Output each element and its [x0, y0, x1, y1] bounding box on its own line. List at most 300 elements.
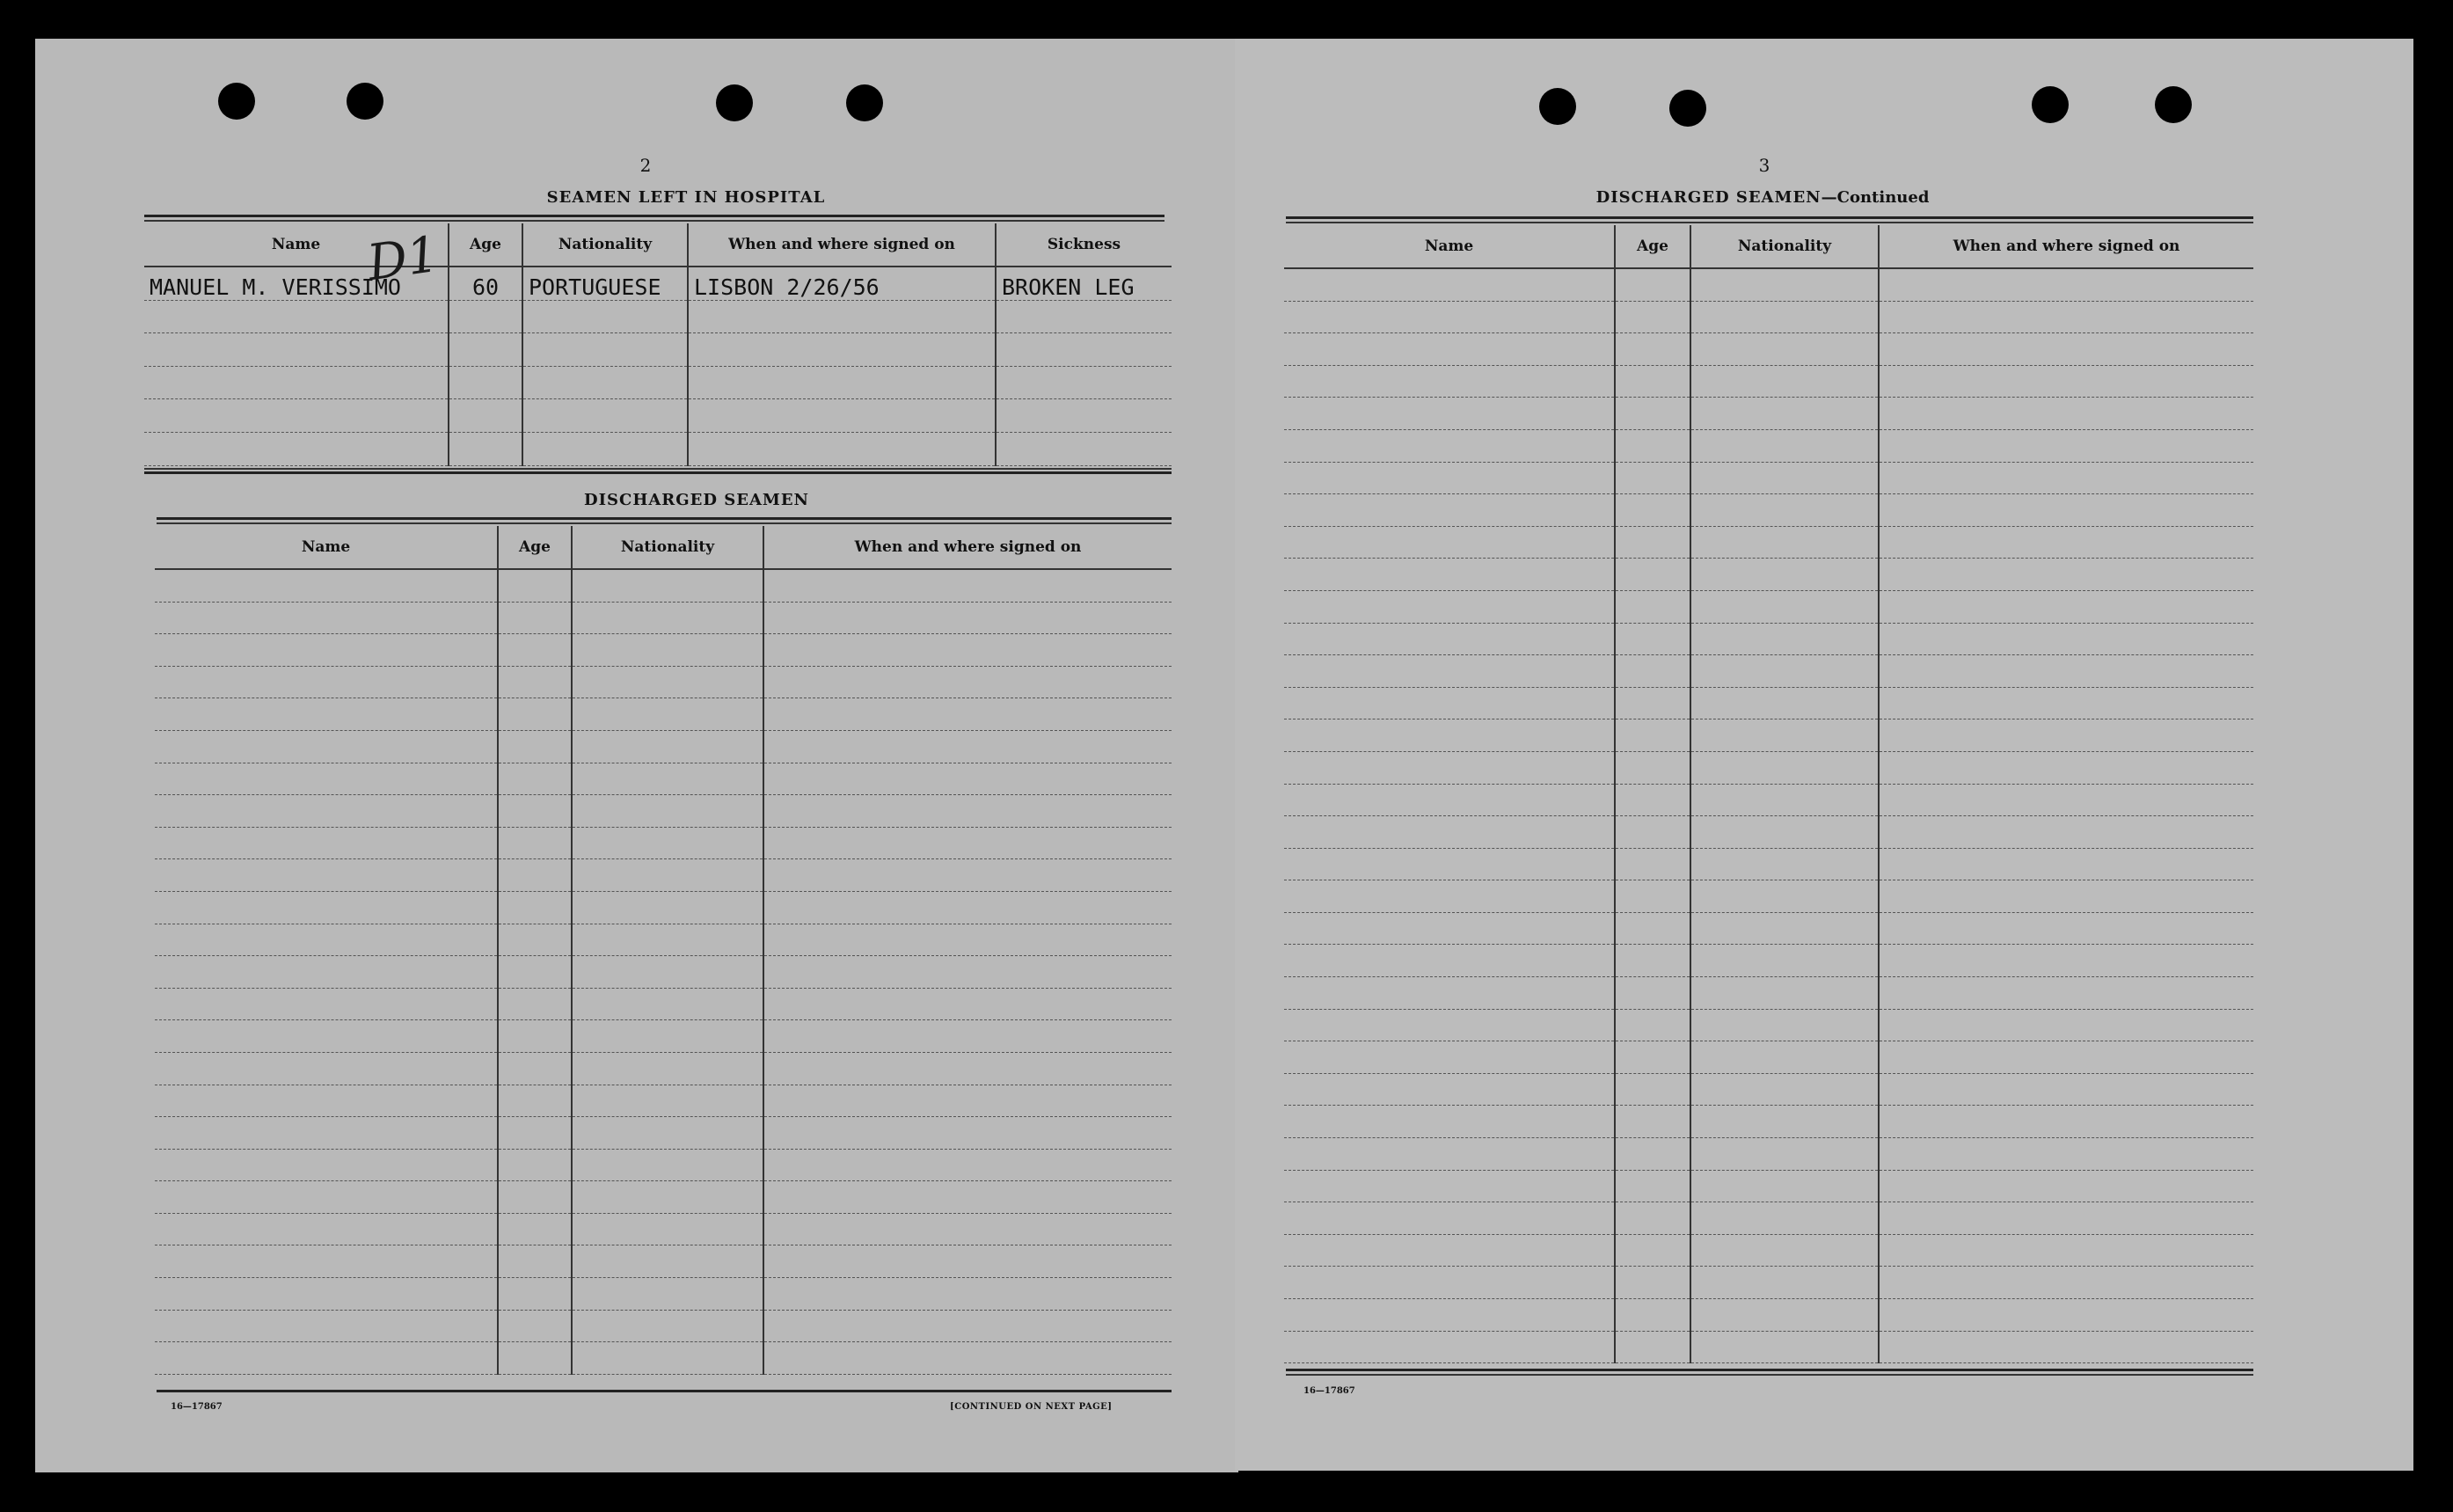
table-row [155, 602, 1172, 634]
column-header: When and where signed on [763, 526, 1172, 569]
table-cell [1879, 1106, 2253, 1138]
table-cell [1284, 1234, 1615, 1267]
table-cell [1284, 751, 1615, 784]
cell-name [144, 333, 449, 367]
table-cell [1690, 945, 1879, 977]
table-row [144, 333, 1172, 367]
table-row [144, 432, 1172, 465]
table-row [1284, 655, 2253, 688]
table-cell [155, 1310, 498, 1342]
table-cell [1615, 526, 1690, 559]
table-cell [1690, 365, 1879, 398]
cell-nationality [522, 366, 688, 399]
table-cell [498, 1181, 572, 1214]
table-cell [1690, 559, 1879, 591]
table-cell [1615, 1138, 1690, 1171]
table-cell [498, 1085, 572, 1117]
table-cell [498, 569, 572, 602]
cell-age [449, 366, 522, 399]
table-cell [1284, 1331, 1615, 1363]
table-cell [155, 666, 498, 698]
punch-hole [218, 83, 255, 120]
table-cell [1615, 1106, 1690, 1138]
table-cell [1879, 1041, 2253, 1074]
table-cell [763, 1245, 1172, 1278]
cell-name: MANUEL M. VERISSIMO [144, 267, 449, 300]
table-cell [155, 1181, 498, 1214]
column-header: Age [1615, 225, 1690, 268]
table-row [155, 956, 1172, 989]
table-cell [1690, 1299, 1879, 1332]
double-rule [144, 471, 1172, 474]
bottom-rule [157, 1390, 1172, 1392]
table-cell [1615, 912, 1690, 945]
table-cell [572, 988, 763, 1020]
table-row [1284, 268, 2253, 301]
table-row [1284, 880, 2253, 913]
table-cell [1690, 719, 1879, 752]
cell-nationality [522, 300, 688, 333]
cell-name [144, 366, 449, 399]
table-cell [1615, 429, 1690, 462]
table-row [1284, 1234, 2253, 1267]
table-row [155, 634, 1172, 667]
table-cell [1284, 1073, 1615, 1106]
page-number: 2 [639, 155, 652, 176]
table-cell [572, 1213, 763, 1245]
table-cell [155, 763, 498, 795]
table-cell [1284, 1170, 1615, 1202]
cell-nationality: PORTUGUESE [522, 267, 688, 300]
table-cell [1690, 655, 1879, 688]
table-cell [1879, 1138, 2253, 1171]
table-cell [1615, 333, 1690, 366]
table-cell [1690, 301, 1879, 333]
table-cell [155, 988, 498, 1020]
table-cell [498, 666, 572, 698]
table-cell [763, 1310, 1172, 1342]
table-cell [1615, 1299, 1690, 1332]
table-cell [1284, 784, 1615, 816]
table-cell [572, 1310, 763, 1342]
table-cell [1879, 784, 2253, 816]
column-header: When and where signed on [688, 223, 996, 267]
table-cell [498, 1310, 572, 1342]
column-header: Age [498, 526, 572, 569]
table-cell [1284, 268, 1615, 301]
cell-nationality [522, 333, 688, 367]
table-cell [1690, 1202, 1879, 1235]
table-cell [1615, 687, 1690, 719]
table-cell [763, 988, 1172, 1020]
table-row [144, 267, 1172, 300]
table-cell [1879, 1267, 2253, 1299]
table-cell [1879, 816, 2253, 849]
table-cell [1284, 1106, 1615, 1138]
table-row [1284, 559, 2253, 591]
table-cell [498, 1117, 572, 1150]
table-row [1284, 1138, 2253, 1171]
table-cell [1879, 462, 2253, 494]
table-row [1284, 719, 2253, 752]
table-row [155, 1278, 1172, 1311]
table-cell [1690, 977, 1879, 1010]
table-cell [498, 1149, 572, 1181]
table-cell [572, 1278, 763, 1311]
cell-name [144, 432, 449, 465]
table-cell [155, 569, 498, 602]
table-row [1284, 687, 2253, 719]
table-row [1284, 977, 2253, 1010]
table-cell [1615, 1202, 1690, 1235]
punch-hole [846, 84, 883, 121]
table-cell [1615, 462, 1690, 494]
table-cell [572, 795, 763, 828]
table-cell [572, 859, 763, 892]
table-header-row [155, 526, 1172, 569]
table-cell [1690, 1170, 1879, 1202]
table-cell [1284, 398, 1615, 430]
table-row [144, 399, 1172, 433]
table-cell [1615, 719, 1690, 752]
table-cell [1615, 494, 1690, 527]
table-cell [1284, 301, 1615, 333]
table-cell [498, 1052, 572, 1085]
table-cell [498, 891, 572, 924]
table-row [155, 1052, 1172, 1085]
table-cell [155, 1245, 498, 1278]
table-cell [1284, 977, 1615, 1010]
table-cell [1615, 816, 1690, 849]
table-cell [1615, 977, 1690, 1010]
table-row [155, 891, 1172, 924]
table-row [155, 569, 1172, 602]
table-row [155, 1149, 1172, 1181]
table-cell [498, 763, 572, 795]
table-cell [155, 602, 498, 634]
table-cell [1879, 751, 2253, 784]
table-cell [155, 1342, 498, 1375]
table-cell [1879, 365, 2253, 398]
table-cell [498, 924, 572, 956]
table-cell [1879, 301, 2253, 333]
table-cell [1284, 526, 1615, 559]
table-cell [1879, 333, 2253, 366]
cell-name [144, 399, 449, 433]
table-row [1284, 1041, 2253, 1074]
table-cell [1284, 1138, 1615, 1171]
table-cell [572, 1149, 763, 1181]
table-cell [763, 1052, 1172, 1085]
table-cell [572, 763, 763, 795]
table-row [155, 1245, 1172, 1278]
table-row [1284, 784, 2253, 816]
table-cell [763, 1020, 1172, 1053]
table-row [155, 795, 1172, 828]
table-row [1284, 301, 2253, 333]
table-cell [763, 698, 1172, 731]
table-cell [1690, 1234, 1879, 1267]
table-row [1284, 590, 2253, 623]
table-cell [572, 698, 763, 731]
table-cell [1690, 1331, 1879, 1363]
table-cell [1879, 719, 2253, 752]
table-header-row [144, 223, 1172, 267]
table-cell [155, 891, 498, 924]
table-cell [498, 634, 572, 667]
table-cell [1615, 751, 1690, 784]
continued-note: [CONTINUED ON NEXT PAGE] [950, 1402, 1113, 1412]
column-header: When and where signed on [1879, 225, 2253, 268]
table-cell [1690, 1106, 1879, 1138]
table-row [1284, 945, 2253, 977]
cell-signed-on [688, 366, 996, 399]
table-cell [1879, 977, 2253, 1010]
table-row [1284, 816, 2253, 849]
cell-age [449, 300, 522, 333]
section-title-main: DISCHARGED SEAMEN [1595, 188, 1821, 207]
table-cell [1284, 687, 1615, 719]
table-cell [1284, 848, 1615, 880]
left-page [35, 39, 1238, 1472]
column-header: Sickness [996, 223, 1172, 267]
table-row [155, 1342, 1172, 1375]
table-cell [498, 1245, 572, 1278]
hospital-section-title: SEAMEN LEFT IN HOSPITAL [546, 188, 826, 207]
table-row [1284, 1202, 2253, 1235]
cell-sickness [996, 432, 1172, 465]
column-header: Nationality [522, 223, 688, 267]
table-cell [498, 1020, 572, 1053]
cell-signed-on [688, 432, 996, 465]
table-cell [1615, 848, 1690, 880]
double-rule [1286, 222, 2253, 223]
table-cell [1879, 687, 2253, 719]
discharged-section-title: DISCHARGED SEAMEN [583, 491, 810, 509]
table-cell [1879, 1299, 2253, 1332]
table-row [1284, 494, 2253, 527]
table-cell [498, 602, 572, 634]
table-cell [1615, 880, 1690, 913]
discharged-table [155, 526, 1172, 1375]
table-row [144, 300, 1172, 333]
table-cell [1615, 268, 1690, 301]
table-cell [498, 1213, 572, 1245]
double-rule [144, 215, 1164, 217]
table-cell [1879, 1170, 2253, 1202]
table-cell [1690, 462, 1879, 494]
table-cell [572, 1052, 763, 1085]
table-row [1284, 398, 2253, 430]
table-cell [572, 1342, 763, 1375]
table-row [1284, 1170, 2253, 1202]
table-cell [1284, 590, 1615, 623]
table-cell [1690, 333, 1879, 366]
table-row [155, 1085, 1172, 1117]
table-cell [763, 1213, 1172, 1245]
table-row [155, 1310, 1172, 1342]
table-cell [572, 666, 763, 698]
table-cell [1690, 751, 1879, 784]
section-title-suffix: —Continued [1821, 188, 1930, 207]
table-row [1284, 1331, 2253, 1363]
cell-signed-on [688, 300, 996, 333]
table-cell [1284, 1202, 1615, 1235]
table-cell [1879, 655, 2253, 688]
table-cell [155, 827, 498, 859]
table-row [155, 730, 1172, 763]
table-row [1284, 526, 2253, 559]
table-cell [763, 795, 1172, 828]
table-cell [1284, 1299, 1615, 1332]
table-cell [155, 1052, 498, 1085]
table-cell [763, 859, 1172, 892]
cell-sickness: BROKEN LEG [996, 267, 1172, 300]
table-cell [155, 730, 498, 763]
table-cell [572, 1245, 763, 1278]
table-row [155, 763, 1172, 795]
table-cell [1690, 526, 1879, 559]
table-cell [763, 602, 1172, 634]
table-cell [1284, 1009, 1615, 1041]
table-cell [1615, 1170, 1690, 1202]
table-cell [1284, 945, 1615, 977]
table-cell [1284, 623, 1615, 655]
table-cell [572, 1117, 763, 1150]
table-cell [155, 1278, 498, 1311]
table-cell [1690, 912, 1879, 945]
table-row [155, 666, 1172, 698]
table-cell [498, 859, 572, 892]
table-cell [1879, 1234, 2253, 1267]
table-cell [1615, 590, 1690, 623]
table-cell [498, 827, 572, 859]
double-rule [157, 517, 1172, 520]
table-cell [1879, 526, 2253, 559]
table-cell [572, 827, 763, 859]
table-cell [498, 698, 572, 731]
column-header: Age [449, 223, 522, 267]
table-cell [498, 1342, 572, 1375]
bottom-rule [1286, 1374, 2253, 1376]
cell-signed-on [688, 333, 996, 367]
table-cell [763, 666, 1172, 698]
table-row [155, 1117, 1172, 1150]
table-cell [1615, 655, 1690, 688]
table-cell [498, 988, 572, 1020]
table-cell [572, 730, 763, 763]
table-cell [1284, 559, 1615, 591]
table-cell [763, 1117, 1172, 1150]
table-cell [1690, 687, 1879, 719]
table-cell [1879, 559, 2253, 591]
table-row [1284, 333, 2253, 366]
handwritten-initials: D1 [363, 225, 442, 293]
table-row [155, 988, 1172, 1020]
table-row [1284, 365, 2253, 398]
table-cell [1284, 912, 1615, 945]
table-cell [763, 763, 1172, 795]
table-cell [1690, 1073, 1879, 1106]
right-page [1235, 39, 2413, 1471]
table-cell [763, 891, 1172, 924]
table-cell [1690, 816, 1879, 849]
table-row [144, 366, 1172, 399]
table-cell [1879, 1009, 2253, 1041]
table-cell [1615, 784, 1690, 816]
table-cell [763, 634, 1172, 667]
table-cell [1690, 590, 1879, 623]
cell-name [144, 300, 449, 333]
table-cell [572, 956, 763, 989]
discharged-continued-table [1284, 225, 2253, 1363]
cell-sickness [996, 333, 1172, 367]
table-row [155, 859, 1172, 892]
table-cell [1879, 945, 2253, 977]
cell-sickness [996, 366, 1172, 399]
cell-signed-on: LISBON 2/26/56 [688, 267, 996, 300]
table-cell [1879, 880, 2253, 913]
table-cell [1690, 848, 1879, 880]
cell-nationality [522, 399, 688, 433]
punch-hole [2155, 86, 2192, 123]
table-cell [572, 569, 763, 602]
cell-sickness [996, 399, 1172, 433]
table-row [1284, 1299, 2253, 1332]
table-cell [1690, 1041, 1879, 1074]
table-cell [1284, 365, 1615, 398]
table-row [1284, 751, 2253, 784]
table-cell [1690, 623, 1879, 655]
table-cell [1615, 365, 1690, 398]
table-cell [1615, 623, 1690, 655]
cell-age: 60 [449, 267, 522, 300]
table-row [155, 924, 1172, 956]
table-cell [1615, 1073, 1690, 1106]
table-row [155, 1181, 1172, 1214]
column-header: Name [1284, 225, 1615, 268]
table-cell [763, 1181, 1172, 1214]
form-code: 16—17867 [171, 1402, 223, 1412]
table-header-row [1284, 225, 2253, 268]
table-cell [155, 1085, 498, 1117]
table-cell [1690, 494, 1879, 527]
table-cell [572, 1020, 763, 1053]
form-code: 16—17867 [1303, 1386, 1355, 1396]
table-cell [155, 634, 498, 667]
table-cell [1615, 1041, 1690, 1074]
punch-hole [1539, 88, 1576, 125]
table-cell [572, 1181, 763, 1214]
table-cell [1690, 1009, 1879, 1041]
table-row [155, 1020, 1172, 1053]
table-cell [1615, 1267, 1690, 1299]
table-cell [763, 956, 1172, 989]
table-cell [572, 602, 763, 634]
table-cell [1879, 398, 2253, 430]
discharged-continued-title [1587, 188, 1938, 207]
punch-hole [2032, 86, 2069, 123]
hospital-table [144, 223, 1172, 466]
column-header: Nationality [572, 526, 763, 569]
table-cell [572, 634, 763, 667]
punch-hole [347, 83, 383, 120]
table-cell [155, 924, 498, 956]
table-cell [763, 569, 1172, 602]
table-row [155, 827, 1172, 859]
table-cell [1284, 333, 1615, 366]
table-cell [1879, 912, 2253, 945]
